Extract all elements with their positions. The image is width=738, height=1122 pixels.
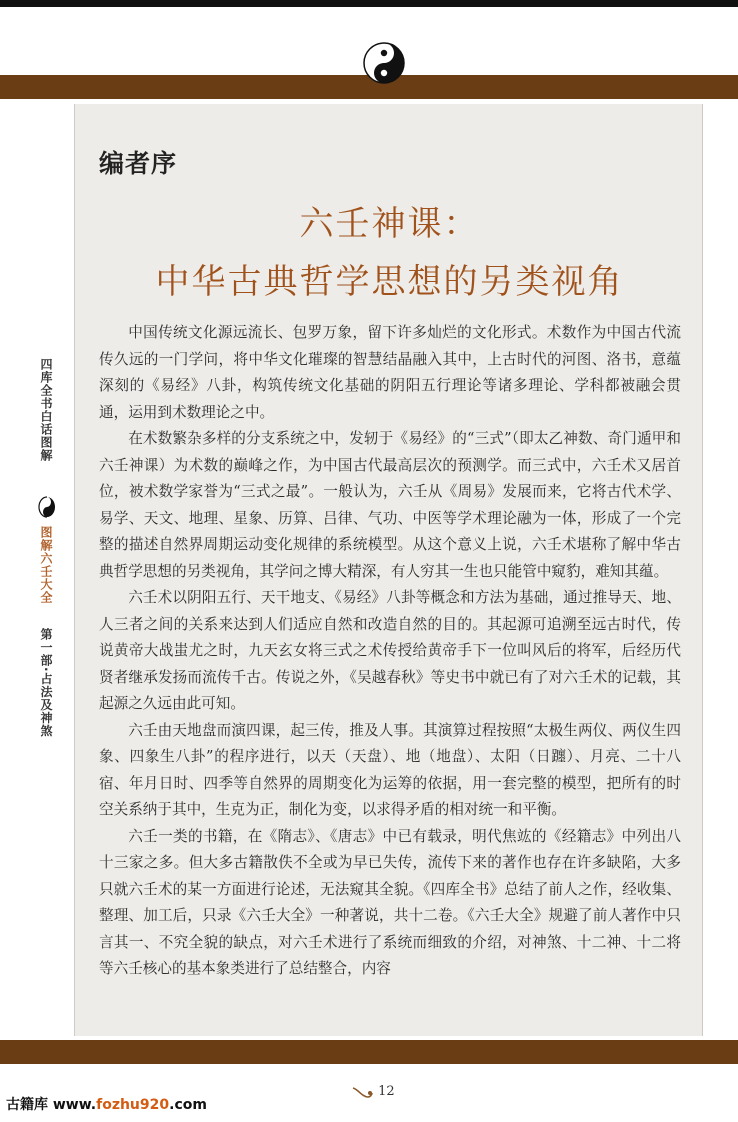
top-rule	[0, 0, 738, 7]
title-line-1: 六壬神课：	[299, 204, 480, 244]
yin-yang-icon	[363, 42, 405, 84]
side-label-section	[36, 628, 56, 738]
title-line-2: 中华古典哲学思想的另类视角	[155, 262, 624, 302]
paragraph: 中国传统文化源远流长、包罗万象，留下许多灿烂的文化形式。术数作为中国古代流传久远的一门学问，将中华文化璀璨的智慧结晶融入其中，上古时代的河图、洛书，意蕴深刻的《易经》八卦，构筑传统文化基础的阴阳五行理论等诸多理论、学科都被融会贯通，运用到术数理论之中。	[99, 324, 681, 421]
paragraph: 六壬术以阴阳五行、天干地支、《易经》八卦等概念和方法为基础，通过推导天、地、人三者之间的关系来达到人们适应自然和改造自然的目的。其起源可追溯至远古时代，传说黄帝大战蚩尤之时，九天玄女将三式之术传授给黄帝手下一位叫风后的将军，后经历代贤者继承发扬而流传千古。传说之外，《吴越春秋》等史书中就已有了对六壬术的记载，其起源之久远由此可知。	[99, 589, 681, 712]
article-body	[99, 320, 681, 983]
side-series: 四库全书白话图解	[39, 358, 53, 462]
site-name: 古籍库 www.	[6, 1097, 97, 1113]
page-number-text: 12	[378, 1084, 395, 1099]
page-number	[352, 1084, 395, 1099]
side-label-book	[36, 526, 56, 604]
side-section: 第一部·占法及神煞	[39, 628, 53, 738]
side-book: 图解六壬大全	[39, 526, 53, 604]
paragraph: 六壬由天地盘而演四课，起三传，推及人事。其演算过程按照“太极生两仪、两仪生四象、四象生八卦”的程序进行，以天（天盘）、地（地盘）、太阳（日躔）、月亮、二十八宿、年月日时、四季等自然界的周期变化为运筹的依据，用一套完整的模型，把所有的时空关系纳于其中，生克为正，制化为变，以求得矛盾的相对统一和平衡。	[99, 721, 681, 818]
content-panel	[74, 104, 703, 1036]
side-label	[36, 358, 56, 462]
paragraph: 在术数繁杂多样的分支系统之中，发轫于《易经》的“三式”（即太乙神数、奇门遁甲和六壬神课）为术数的巅峰之作，为中国古代最高层次的预测学。而三式中，六壬术又居首位，被术数学家誉为“三式之最”。一般认为，六壬从《周易》发展而来，它将古代术学、易学、天文、地理、星象、历算、吕律、气功、中医等学术理论融为一体，形成了一个完整的描述自然界周期运动变化规律的系统模型。从这个意义上说，六壬术堪称了解中华古典哲学思想的另类视角，其学问之博大精深，有人穷其一生也只能管中窥豹，难知其蕴。	[99, 430, 681, 580]
site-watermark	[6, 1094, 207, 1114]
paragraph: 六壬一类的书籍，在《隋志》、《唐志》中已有载录，明代焦竑的《经籍志》中列出八十三家之多。但大多古籍散佚不全或为早已失传，流传下来的著作也存在许多缺陷，大多只就六壬术的某一方面进行论述，无法窥其全貌。《四库全书》总结了前人之作，经收集、整理、加工后，只录《六壬大全》一种著说，共十二卷。《六壬大全》规避了前人著作中只言其一、不究全貌的缺点，对六壬术进行了系统而细致的介绍，对神煞、十二神、十二将等六壬核心的基本象类进行了总结整合，内容	[99, 827, 681, 977]
footer-band	[0, 1040, 738, 1064]
site-domain: fozhu920	[96, 1097, 170, 1113]
site-tld: .com	[169, 1097, 207, 1113]
preface-heading: 编者序	[99, 149, 178, 178]
side-yin-yang-icon	[38, 496, 56, 518]
page-ornament-icon	[352, 1085, 374, 1099]
